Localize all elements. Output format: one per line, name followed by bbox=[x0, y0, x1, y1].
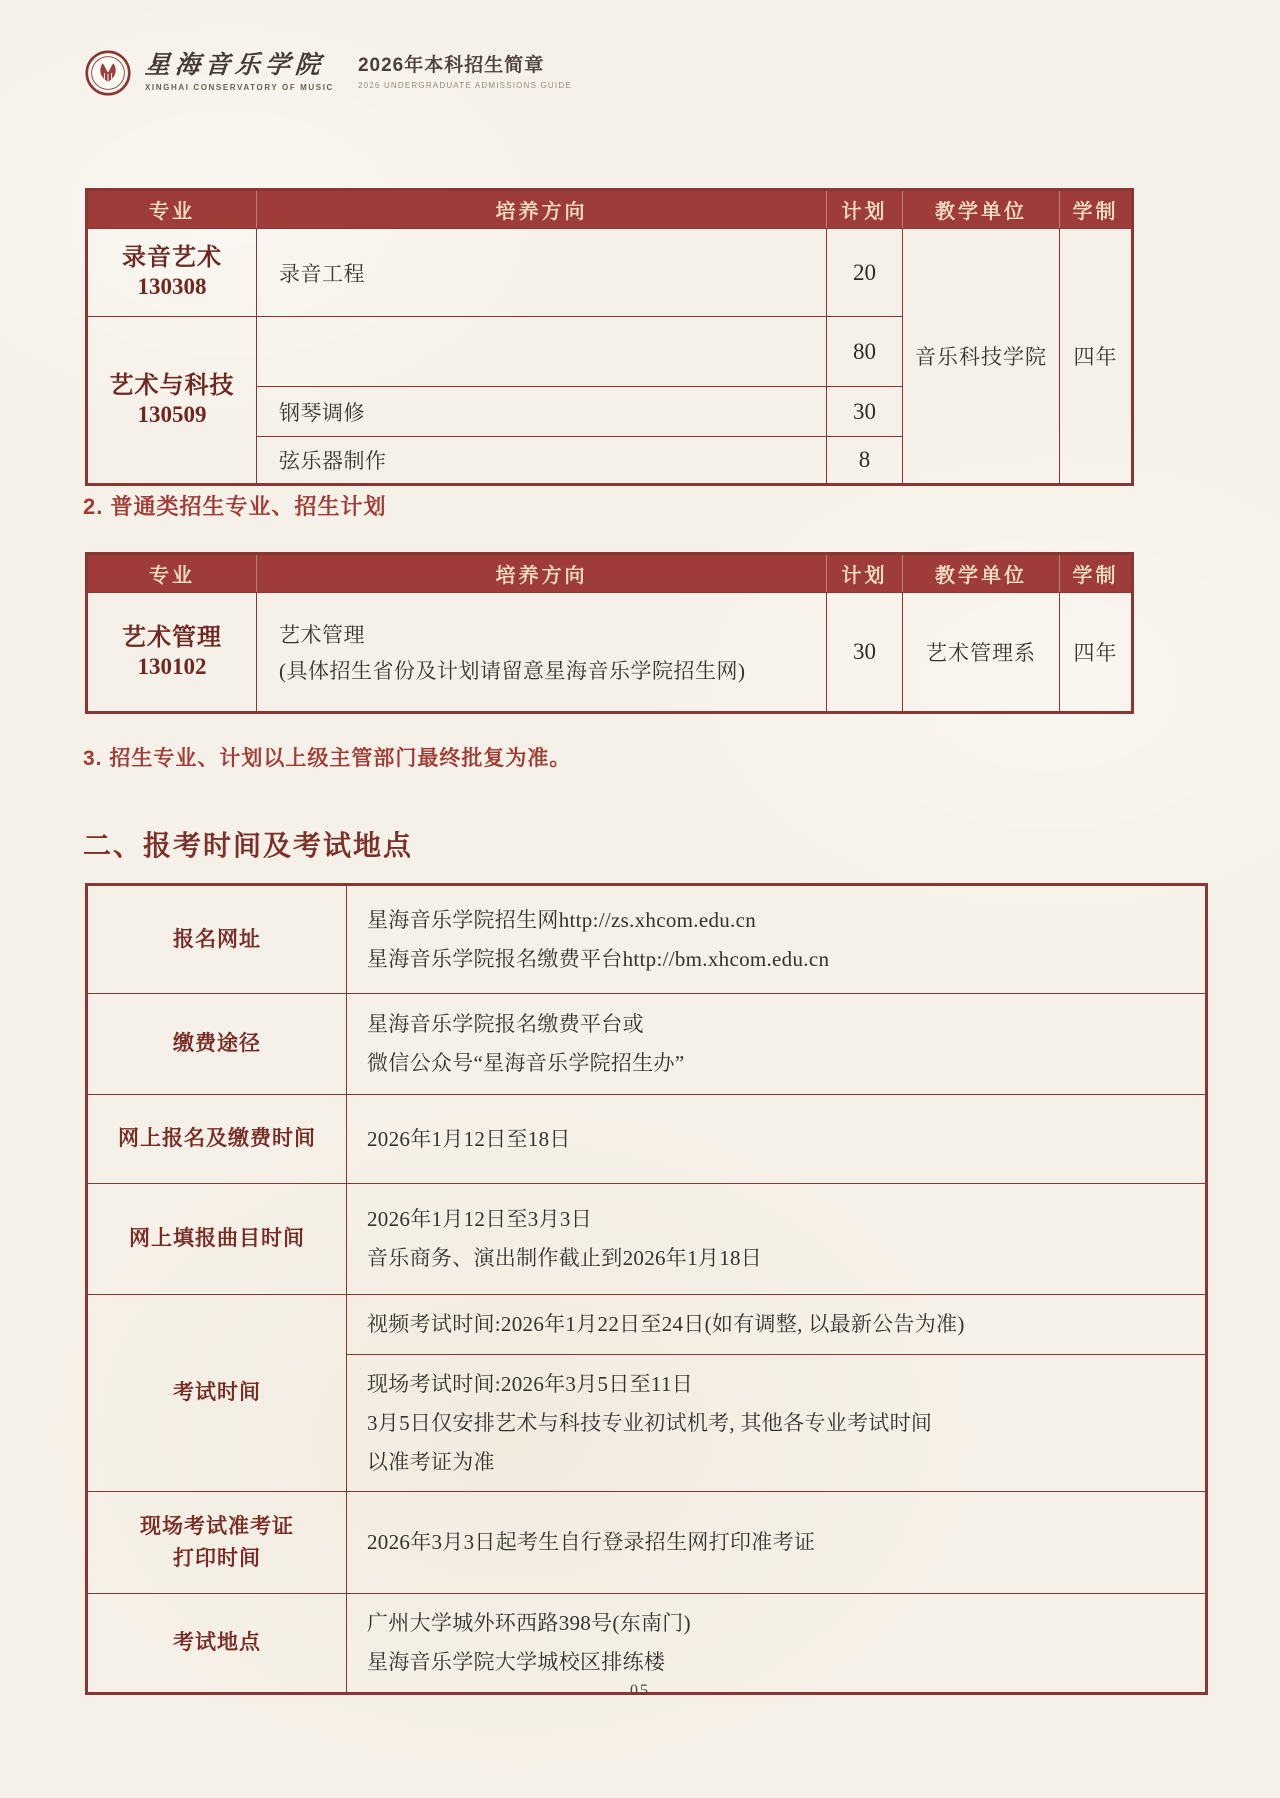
major-code: 130308 bbox=[137, 274, 207, 300]
teaching-unit-cell: 艺术管理系 bbox=[903, 593, 1060, 713]
direction-string-instrument-making: 弦乐器制作 bbox=[257, 437, 827, 485]
plan-value: 80 bbox=[827, 317, 903, 387]
document-title-english: 2026 UNDERGRADUATE ADMISSIONS GUIDE bbox=[357, 80, 572, 90]
table2-header-row bbox=[87, 554, 1133, 593]
repertoire-line-2: 音乐商务、演出制作截止到2026年1月18日 bbox=[367, 1246, 763, 1270]
major-name: 艺术管理 bbox=[122, 624, 222, 651]
duration-cell: 四年 bbox=[1060, 593, 1133, 713]
label-repertoire-time: 网上填报曲目时间 bbox=[87, 1184, 347, 1295]
major-art-management bbox=[87, 593, 257, 713]
row-registration-website bbox=[87, 885, 1207, 994]
ticket-print-line: 2026年3月3日起考生自行登录招生网打印准考证 bbox=[367, 1530, 816, 1555]
onsite-exam-line-1: 现场考试时间:2026年3月5日至11日 bbox=[367, 1371, 694, 1396]
major-name: 艺术与科技 bbox=[109, 372, 235, 399]
onsite-exam-line-2: 3月5日仅安排艺术与科技专业初试机考, 其他各专业考试时间 bbox=[367, 1410, 933, 1435]
value-registration-website bbox=[347, 885, 1207, 994]
plan-value: 8 bbox=[827, 437, 903, 485]
value-payment-channel bbox=[347, 994, 1207, 1095]
direction-line-1: 艺术管理 bbox=[279, 623, 365, 647]
direction-line-2: (具体招生省份及计划请留意星海音乐学院招生网) bbox=[279, 659, 746, 683]
document-title: 2026年本科招生简章 bbox=[357, 54, 545, 76]
location-line-2: 星海音乐学院大学城校区排练楼 bbox=[367, 1650, 666, 1675]
location-line-1: 广州大学城外环西路398号(东南门) bbox=[367, 1611, 691, 1636]
major-code: 130509 bbox=[137, 401, 207, 427]
plan-value: 30 bbox=[827, 387, 903, 437]
ticket-label-line-1: 现场考试准考证 bbox=[140, 1515, 294, 1539]
col-header-teaching-unit: 教学单位 bbox=[903, 190, 1060, 229]
label-registration-time: 网上报名及缴费时间 bbox=[87, 1095, 347, 1184]
row-repertoire-time bbox=[87, 1184, 1207, 1295]
direction-art-management bbox=[257, 593, 827, 713]
row-payment-channel bbox=[87, 994, 1207, 1095]
row-exam-time-video bbox=[87, 1295, 1207, 1355]
col-header-direction: 培养方向 bbox=[257, 554, 827, 593]
label-exam-time: 考试时间 bbox=[87, 1295, 347, 1492]
col-header-plan: 计划 bbox=[827, 554, 903, 593]
direction-recording-engineering: 录音工程 bbox=[257, 229, 827, 317]
value-registration-time bbox=[347, 1095, 1207, 1184]
col-header-duration: 学制 bbox=[1060, 190, 1133, 229]
school-seal-icon bbox=[85, 50, 131, 96]
col-header-major: 专业 bbox=[87, 190, 257, 229]
major-art-and-tech bbox=[87, 317, 257, 485]
table-row-art-management bbox=[87, 593, 1133, 713]
website-line-2: 星海音乐学院报名缴费平台http://bm.xhcom.edu.cn bbox=[367, 946, 830, 971]
major-recording-art bbox=[87, 229, 257, 317]
onsite-exam-line-3: 以准考证为准 bbox=[367, 1449, 495, 1474]
note-final-approval: 3. 招生专业、计划以上级主管部门最终批复为准。 bbox=[83, 747, 572, 770]
art-tech-admission-table bbox=[85, 188, 1134, 486]
label-registration-website: 报名网址 bbox=[87, 885, 347, 994]
video-exam-line: 视频考试时间:2026年1月22日至24日(如有调整, 以最新公告为准) bbox=[367, 1312, 965, 1336]
exam-info-table bbox=[85, 883, 1208, 1695]
value-admission-ticket-print bbox=[347, 1492, 1207, 1594]
col-header-duration: 学制 bbox=[1060, 554, 1133, 593]
row-exam-location bbox=[87, 1594, 1207, 1694]
exam-section-heading: 二、报考时间及考试地点 bbox=[83, 830, 414, 861]
page-number: 05 bbox=[630, 1682, 650, 1699]
plan-value: 20 bbox=[827, 229, 903, 317]
row-admission-ticket bbox=[87, 1492, 1207, 1594]
payment-line-1: 星海音乐学院报名缴费平台或 bbox=[367, 1012, 644, 1037]
repertoire-line-1: 2026年1月12日至3月3日 bbox=[367, 1207, 592, 1232]
general-admission-table bbox=[85, 552, 1134, 714]
label-exam-location: 考试地点 bbox=[87, 1594, 347, 1694]
table1-header-row bbox=[87, 190, 1133, 229]
major-name: 录音艺术 bbox=[122, 245, 222, 272]
value-onsite-exam-time bbox=[347, 1354, 1207, 1492]
major-code: 130102 bbox=[137, 653, 207, 679]
school-name-calligraphy: 星海音乐学院 bbox=[144, 52, 327, 80]
value-repertoire-time bbox=[347, 1184, 1207, 1295]
row-registration-time bbox=[87, 1095, 1207, 1184]
col-header-teaching-unit: 教学单位 bbox=[903, 554, 1060, 593]
section2-heading: 2. 普通类招生专业、招生计划 bbox=[83, 494, 387, 519]
page-header bbox=[85, 50, 572, 96]
label-payment-channel: 缴费途径 bbox=[87, 994, 347, 1095]
table-row-recording-art bbox=[87, 229, 1133, 317]
duration-cell: 四年 bbox=[1060, 229, 1133, 485]
teaching-unit-cell: 音乐科技学院 bbox=[903, 229, 1060, 485]
plan-value: 30 bbox=[827, 593, 903, 713]
website-line-1: 星海音乐学院招生网http://zs.xhcom.edu.cn bbox=[367, 907, 757, 932]
value-video-exam-time bbox=[347, 1295, 1207, 1355]
school-name-english: XINGHAI CONSERVATORY OF MUSIC bbox=[145, 83, 334, 93]
direction-empty bbox=[257, 317, 827, 387]
payment-line-2: 微信公众号“星海音乐学院招生办” bbox=[367, 1051, 685, 1075]
label-admission-ticket-print bbox=[87, 1492, 347, 1594]
ticket-label-line-2: 打印时间 bbox=[173, 1546, 261, 1570]
registration-time-line: 2026年1月12日至18日 bbox=[367, 1126, 571, 1151]
value-exam-location bbox=[347, 1594, 1207, 1694]
col-header-major: 专业 bbox=[87, 554, 257, 593]
direction-piano-tuning: 钢琴调修 bbox=[257, 387, 827, 437]
col-header-direction: 培养方向 bbox=[257, 190, 827, 229]
col-header-plan: 计划 bbox=[827, 190, 903, 229]
